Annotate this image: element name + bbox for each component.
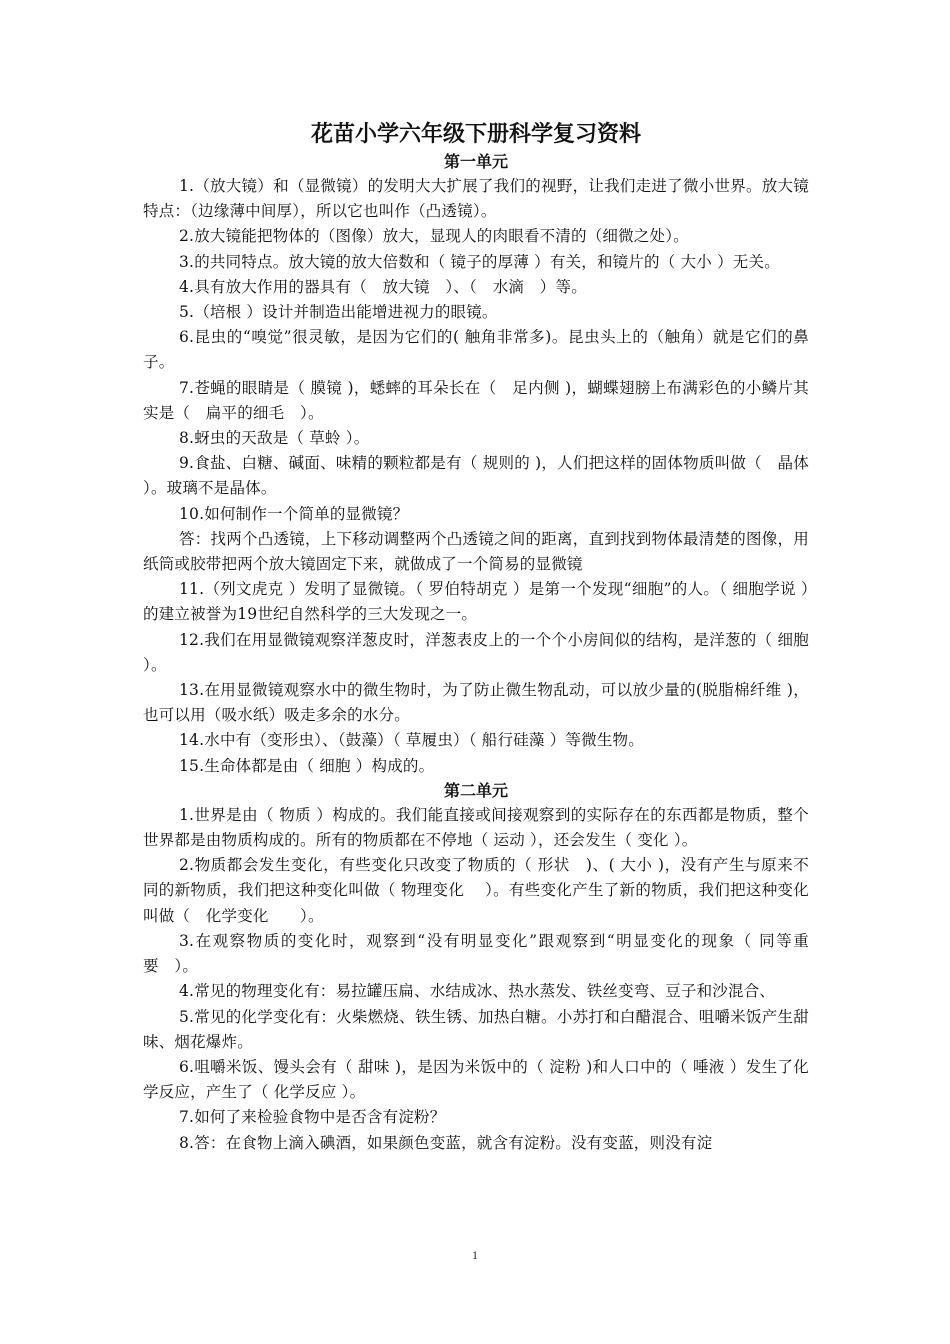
unit-1-paragraph: 14.水中有（变形虫）、（鼓藻）（ 草履虫）（ 船行硅藻 ）等微生物。	[179, 731, 644, 750]
unit-1-heading: 第一单元	[443, 152, 508, 171]
unit-1-answer: 答：找两个凸透镜，上下移动调整两个凸透镜之间的距离，直到找到物体最清楚的图像，用纸筒或胶带把两个放大镜固定下来，就做成了一个简易的显微镜	[143, 529, 809, 574]
unit-2-paragraph: 5.常见的化学变化有：火柴燃烧、铁生锈、加热白糖。小苏打和白醋混合、咀嚼米饭产生甜味、烟花爆炸。	[143, 1007, 809, 1051]
unit-1-paragraph: 9.食盐、白糖、碱面、味精的颗粒都是有（ 规则的 )，人们把这样的固体物质叫做（ 晶体 ）。玻璃不是晶体。	[143, 454, 809, 498]
unit-1-paragraph: 8.蚜虫的天敌是（ 草蛉 ）。	[179, 429, 370, 448]
document-title: 花苗小学六年级下册科学复习资料	[310, 122, 641, 147]
unit-1-paragraph: 4.具有放大作用的器具有（ 放大镜 ）、（ 水滴 ）等。	[179, 277, 587, 296]
unit-2-paragraph: 2.物质都会发生变化，有些变化只改变了物质的（ 形状 )、( 大小 )，没有产生与原来不同的新物质，我们把这种变化叫做（ 物理变化 ）。有些变化产生了新的物质，我们把这种变化叫做（ 化学变化 ）。	[143, 856, 809, 925]
unit-1-section	[143, 150, 809, 779]
unit-1-paragraph: 13.在用显微镜观察水中的微生物时，为了防止微生物乱动，可以放少量的(脱脂棉纤维 )，也可以用（吸水纸）吸走多余的水分。	[143, 681, 809, 725]
unit-2-paragraph: 4.常见的物理变化有：易拉罐压扁、水结成冰、热水蒸发、铁丝变弯、豆子和沙混合、	[179, 982, 776, 1001]
unit-1-question: 10.如何制作一个简单的显微镜？	[179, 504, 409, 523]
unit-1-paragraph: 12.我们在用显微镜观察洋葱皮时，洋葱表皮上的一个个小房间似的结构，是洋葱的（ 细胞 ）。	[143, 630, 809, 674]
unit-2-paragraph: 3.在观察物质的变化时，观察到“没有明显变化”跟观察到“明显变化的现象（ 同等重要 ）。	[143, 931, 809, 976]
unit-1-paragraph: 1.（放大镜）和（显微镜）的发明大大扩展了我们的视野，让我们走进了微小世界。放大镜特点：（边缘薄中间厚），所以它也叫作（凸透镜）。	[143, 177, 809, 221]
page-number: 1	[472, 1248, 478, 1262]
unit-2-question: 7.如何了来检验食物中是否含有淀粉？	[179, 1108, 446, 1127]
unit-2-section	[143, 779, 809, 1156]
unit-1-paragraph: 11.（列文虎克 ）发明了显微镜。（ 罗伯特胡克 ）是第一个发现“细胞”的人。（ 细胞学说 ）的建立被誉为19世纪自然科学的三大发现之一。	[143, 580, 809, 624]
unit-2-heading: 第二单元	[443, 780, 508, 800]
document-body	[143, 120, 809, 1156]
unit-1-paragraph: 2.放大镜能把物体的（图像）放大，显现人的肉眼看不清的（细微之处）。	[179, 227, 689, 246]
unit-1-paragraph: 6.昆虫的“嗅觉”很灵敏，是因为它们的( 触角非常多)。昆虫头上的（触角）就是它们的鼻子。	[143, 328, 809, 372]
unit-1-paragraph: 5.（培根 ）设计并制造出能增进视力的眼镜。	[179, 303, 498, 322]
unit-1-paragraph: 3.的共同特点。放大镜的放大倍数和（ 镜子的厚薄 ）有关，和镜片的（ 大小 ）无关。	[179, 252, 780, 271]
unit-2-paragraph: 1.世界是由（ 物质 ）构成的。我们能直接或间接观察到的实际存在的东西都是物质，整个世界都是由物质构成的。所有的物质都在不停地（ 运动 ），还会发生（ 变化 ）。	[143, 805, 809, 850]
unit-1-paragraph: 7.苍蝇的眼睛是（ 膜镜 )，蟋蟀的耳朵长在（ 足内侧 )，蝴蝶翅膀上布满彩色的小鳞片其实是（ 扁平的细毛 ）。	[143, 378, 809, 422]
unit-2-answer: 8.答：在食物上滴入碘酒，如果颜色变蓝，就含有淀粉。没有变蓝，则没有淀	[179, 1133, 713, 1152]
unit-2-paragraph: 6.咀嚼米饭、馒头会有（ 甜味 )，是因为米饭中的（ 淀粉 )和人口中的（ 唾液 ）发生了化学反应，产生了（ 化学反应 ）。	[143, 1057, 809, 1102]
unit-1-paragraph: 15.生命体都是由（ 细胞 ）构成的。	[179, 756, 435, 775]
